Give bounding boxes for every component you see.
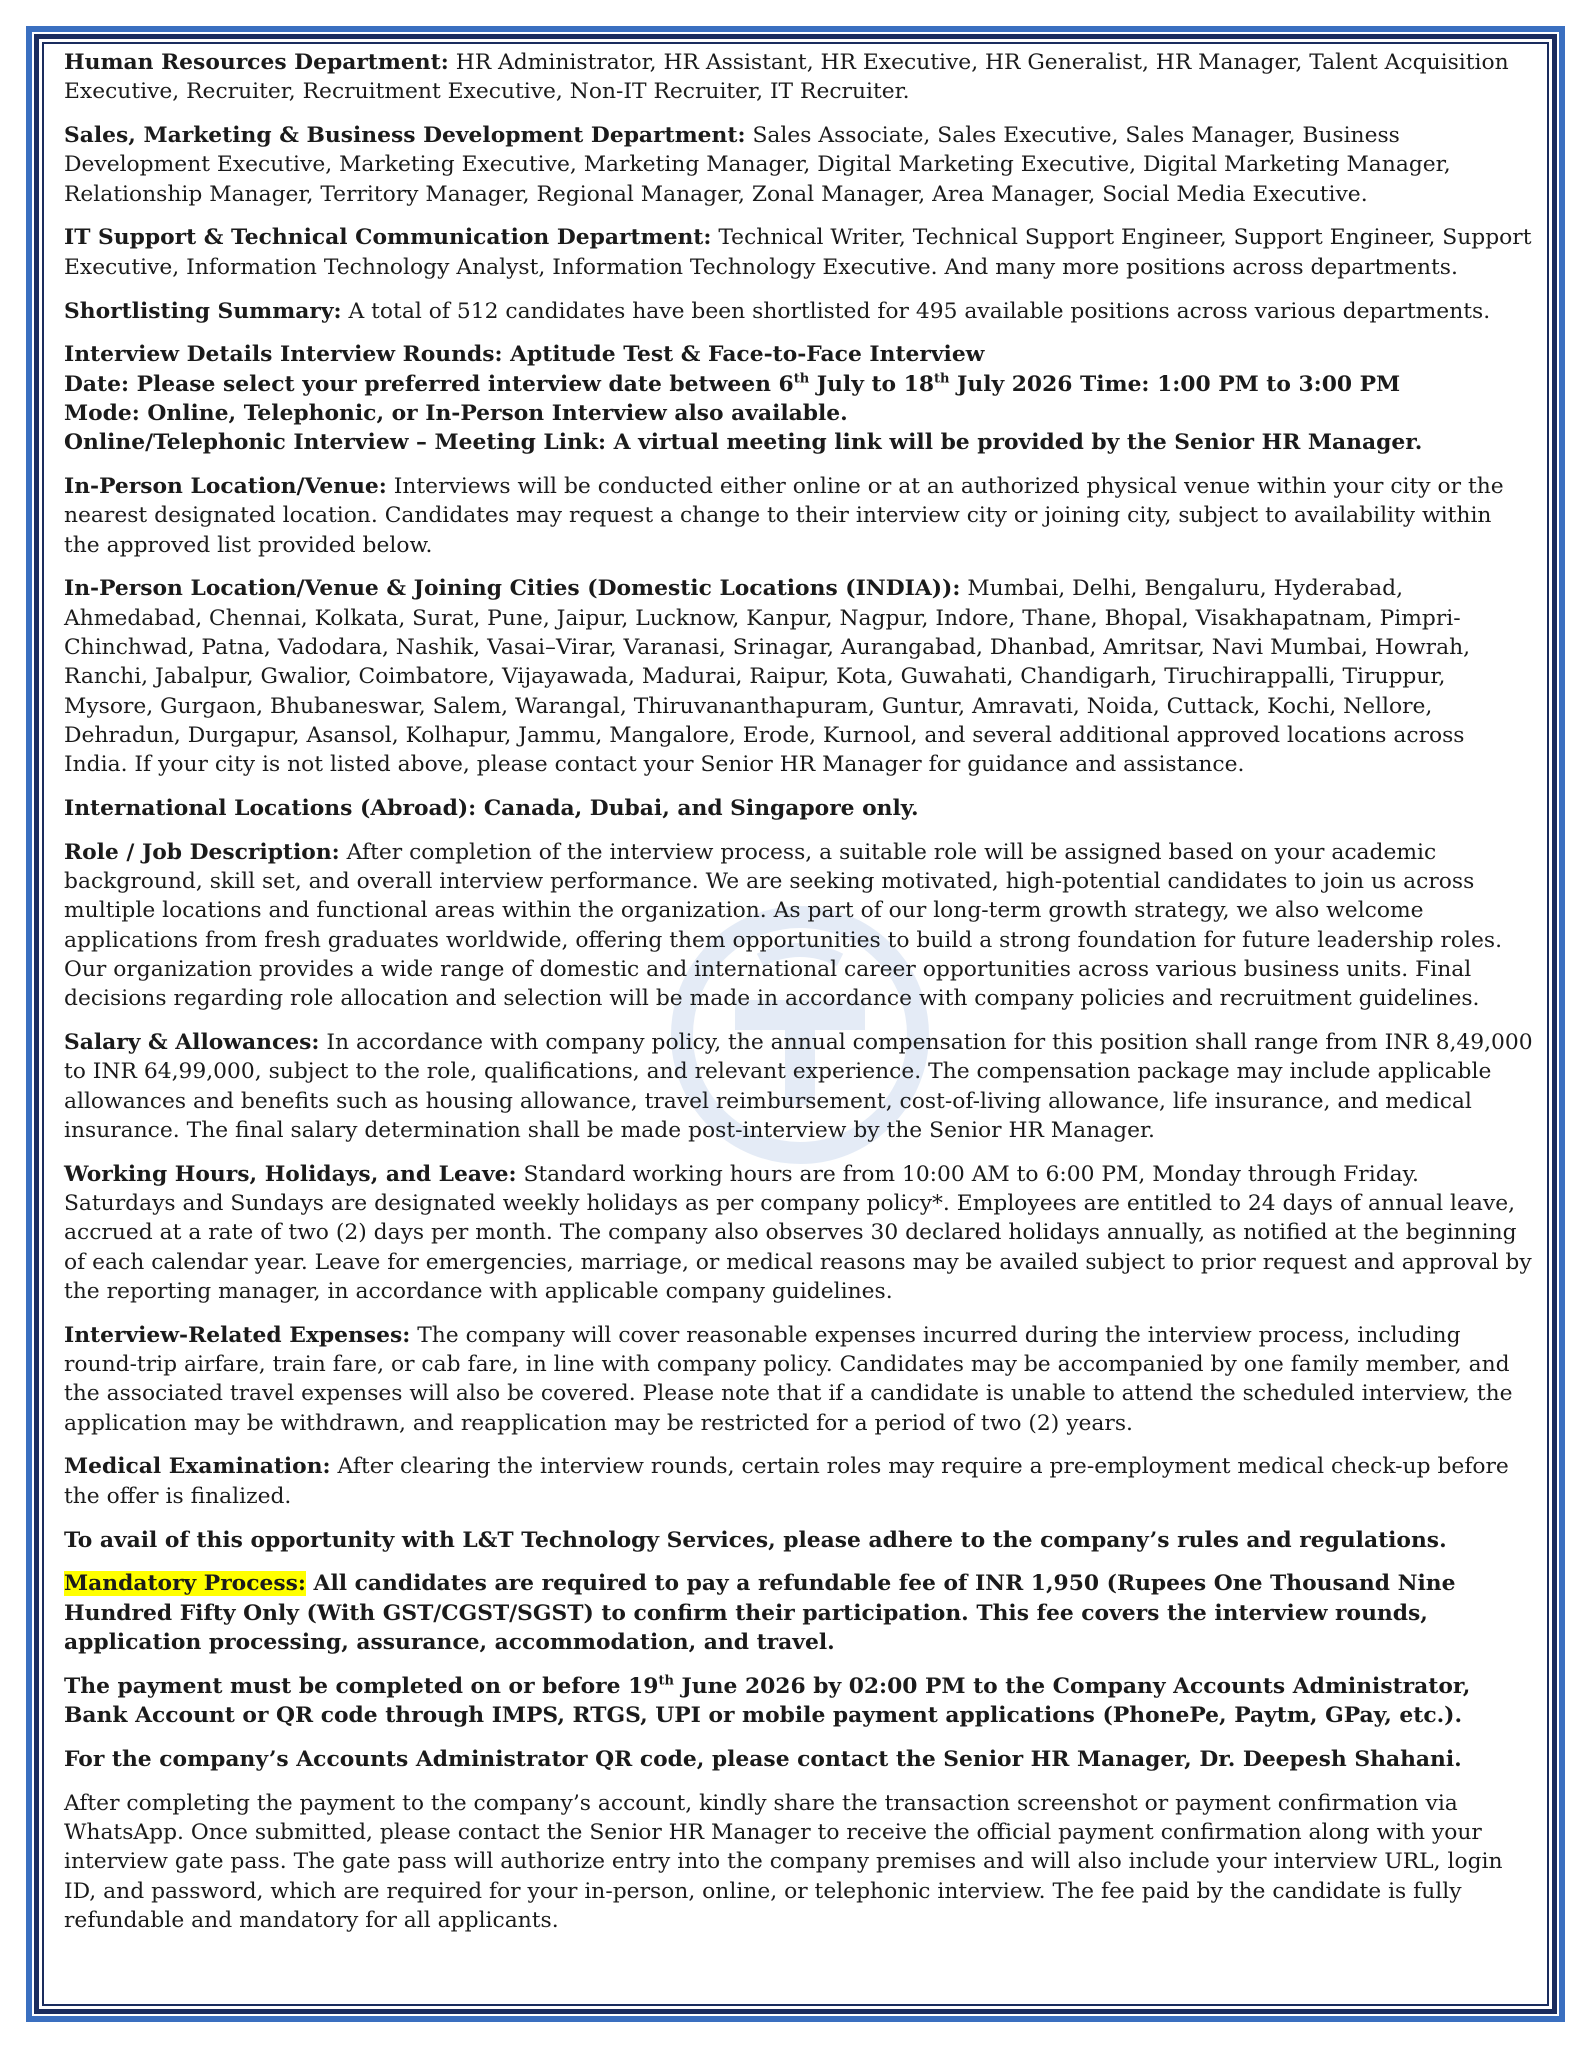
payment-suffix: June 2026 by 02:00 PM to the Company Accounts Administrator, Bank Account or QR code through IMPS, RTGS, UPI or mobile payment applications (PhonePe, Paytm, GPay, etc.). (64, 1673, 1471, 1729)
interview-meeting-link: Online/Telephonic Interview – Meeting Link: A virtual meeting link will be provided by the Senior HR Manager. (64, 430, 1423, 456)
expenses-heading: Interview-Related Expenses: (64, 1322, 411, 1348)
expenses-paragraph (64, 1321, 1534, 1438)
mandatory-process-paragraph (64, 1569, 1534, 1657)
document-body (64, 48, 1534, 1935)
international-paragraph (64, 794, 1534, 823)
it-text: Technical Writer, Technical Support Engineer, Support Engineer, Support Executive, Information Technology Analyst, Information Technology Executive. And many more positions across departments. (64, 225, 1532, 280)
interview-details-paragraph (64, 340, 1534, 457)
role-paragraph (64, 838, 1534, 1014)
cities-heading: In-Person Location/Venue & Joining Cities (Domestic Locations (INDIA)): (64, 576, 961, 602)
interview-date-sup1: th (793, 371, 810, 387)
interview-date-mid: July to 18 (809, 371, 934, 397)
shortlisting-text: A total of 512 candidates have been shortlisted for 495 available positions across various departments. (341, 298, 1491, 324)
payment-deadline-paragraph (64, 1672, 1534, 1731)
hr-department-paragraph (64, 48, 1534, 107)
venue-heading: In-Person Location/Venue: (64, 474, 387, 500)
sales-text: Sales Associate, Sales Executive, Sales Manager, Business Development Executive, Marketing Executive, Marketing Manager, Digital Marketing Executive, Digital Marketing Manager, Relationship Manager, Territory Manager, Regional Manager, Zonal Manager, Area Manager, Social Media Executive. (64, 123, 1451, 207)
payment-sup: th (658, 1673, 674, 1689)
sales-heading: Sales, Marketing & Business Development Department: (64, 123, 746, 149)
shortlisting-paragraph (64, 297, 1534, 326)
hr-heading: Human Resources Department: (64, 50, 449, 75)
expenses-text: The company will cover reasonable expenses incurred during the interview process, including round-trip airfare, train fare, or cab fare, in line with company policy. Candidates may be accompanied by one family member, and the associated travel expenses will also be covered. Please note that if a candidate is unable to attend the scheduled interview, the application may be withdrawn, and reapplication may be restricted for a period of two (2) years. (64, 1322, 1513, 1436)
avail-statement: To avail of this opportunity with L&T Technology Services, please adhere to the company’s rules and regulations. (64, 1527, 1447, 1553)
medical-paragraph (64, 1452, 1534, 1511)
interview-mode: Mode: Online, Telephonic, or In-Person Interview also available. (64, 400, 848, 426)
interview-rounds-value: Aptitude Test & Face-to-Face Interview (502, 342, 985, 368)
venue-text: Interviews will be conducted either online or at an authorized physical venue within your city or the nearest designated location. Candidates may request a change to their interview city or joining city, subject to availability within the approved list provided below. (64, 474, 1504, 558)
hours-paragraph (64, 1160, 1534, 1306)
cities-paragraph (64, 574, 1534, 779)
medical-text: After clearing the interview rounds, certain roles may require a pre-employment medical check-up before the offer is finalized. (64, 1454, 1509, 1509)
hours-text: Standard working hours are from 10:00 AM to 6:00 PM, Monday through Friday. Saturdays and Sundays are designated weekly holidays as per company policy*. Employees are entitled to 24 days of annual leave, accrued at a rate of two (2) days per month. The company also observes 30 declared holidays annually, as notified at the beginning of each calendar year. Leave for emergencies, marriage, or medical reasons may be availed subject to prior request and approval by the reporting manager, in accordance with applicable company guidelines. (64, 1161, 1532, 1304)
shortlisting-heading: Shortlisting Summary: (64, 298, 342, 324)
after-payment-paragraph: After completing the payment to the company’s account, kindly share the transaction screenshot or payment confirmation via WhatsApp. Once submitted, please contact the Senior HR Manager to receive the official payment confirmation along with your interview gate pass. The gate pass will authorize entry into the company premises and will also include your interview URL, login ID, and password, which are required for your in-person, online, or telephonic interview. The fee paid by the candidate is fully refundable and mandatory for all applicants. (64, 1790, 1503, 1933)
it-department-paragraph (64, 223, 1534, 282)
hours-heading: Working Hours, Holidays, and Leave: (64, 1161, 517, 1187)
salary-paragraph (64, 1028, 1534, 1145)
international-text: Canada, Dubai, and Singapore only. (476, 796, 919, 822)
hr-text: HR Administrator, HR Assistant, HR Executive, HR Generalist, HR Manager, Talent Acquisition Executive, Recruiter, Recruitment Executive, Non-IT Recruiter, IT Recruiter. (64, 50, 1509, 105)
salary-heading: Salary & Allowances: (64, 1030, 320, 1056)
mandatory-process-label: Mandatory Process: (64, 1571, 306, 1597)
interview-rounds-label: Interview Details Interview Rounds: (64, 342, 503, 368)
role-heading: Role / Job Description: (64, 839, 340, 865)
international-heading: International Locations (Abroad): (64, 796, 477, 822)
interview-date-suffix: July 2026 Time: 1:00 PM to 3:00 PM (949, 371, 1401, 397)
sales-department-paragraph (64, 121, 1534, 209)
mandatory-process-text: All candidates are required to pay a refundable fee of INR 1,950 (Rupees One Thousand Nine Hundred Fifty Only (With GST/CGST/SGST) to confirm their participation. This fee covers the interview rounds, application processing, assurance, accommodation, and travel. (64, 1571, 1456, 1655)
role-text: After completion of the interview process, a suitable role will be assigned based on your academic background, skill set, and overall interview performance. We are seeking motivated, high-potential candidates to join us across multiple locations and functional areas within the organization. As part of our long-term growth strategy, we also welcome applications from fresh graduates worldwide, offering them opportunities to build a strong foundation for future leadership roles. Our organization provides a wide range of domestic and international career opportunities across various business units. Final decisions regarding role allocation and selection will be made in accordance with company policies and recruitment guidelines. (64, 839, 1503, 1012)
venue-paragraph (64, 472, 1534, 560)
interview-date-prefix: Date: Please select your preferred interview date between 6 (64, 371, 794, 397)
payment-prefix: The payment must be completed on or before 19 (64, 1673, 659, 1699)
cities-text: Mumbai, Delhi, Bengaluru, Hyderabad, Ahmedabad, Chennai, Kolkata, Surat, Pune, Jaipur, Lucknow, Kanpur, Nagpur, Indore, Thane, Bhopal, Visakhapatnam, Pimpri-Chinchwad, Patna, Vadodara, Nashik, Vasai–Virar, Varanasi, Srinagar, Aurangabad, Dhanbad, Amritsar, Navi Mumbai, Howrah, Ranchi, Jabalpur, Gwalior, Coimbatore, Vijayawada, Madurai, Raipur, Kota, Guwahati, Chandigarh, Tiruchirappalli, Tiruppur, Mysore, Gurgaon, Bhubaneswar, Salem, Warangal, Thiruvananthapuram, Guntur, Amravati, Noida, Cuttack, Kochi, Nellore, Dehradun, Durgapur, Asansol, Kolhapur, Jammu, Mangalore, Erode, Kurnool, and several additional approved locations across India. If your city is not listed above, please contact your Senior HR Manager for guidance and assistance. (64, 576, 1471, 778)
medical-heading: Medical Examination: (64, 1454, 331, 1480)
salary-text: In accordance with company policy, the annual compensation for this position shall range from INR 8,49,000 to INR 64,99,000, subject to the role, qualifications, and relevant experience. The compensation package may include applicable allowances and benefits such as housing allowance, travel reimbursement, cost-of-living allowance, life insurance, and medical insurance. The final salary determination shall be made post-interview by the Senior HR Manager. (64, 1030, 1533, 1143)
it-heading: IT Support & Technical Communication Department: (64, 225, 712, 251)
qr-code-paragraph: For the company’s Accounts Administrator QR code, please contact the Senior HR Manager, Dr. Deepesh Shahani. (64, 1746, 1462, 1772)
interview-date-sup2: th (934, 371, 950, 387)
